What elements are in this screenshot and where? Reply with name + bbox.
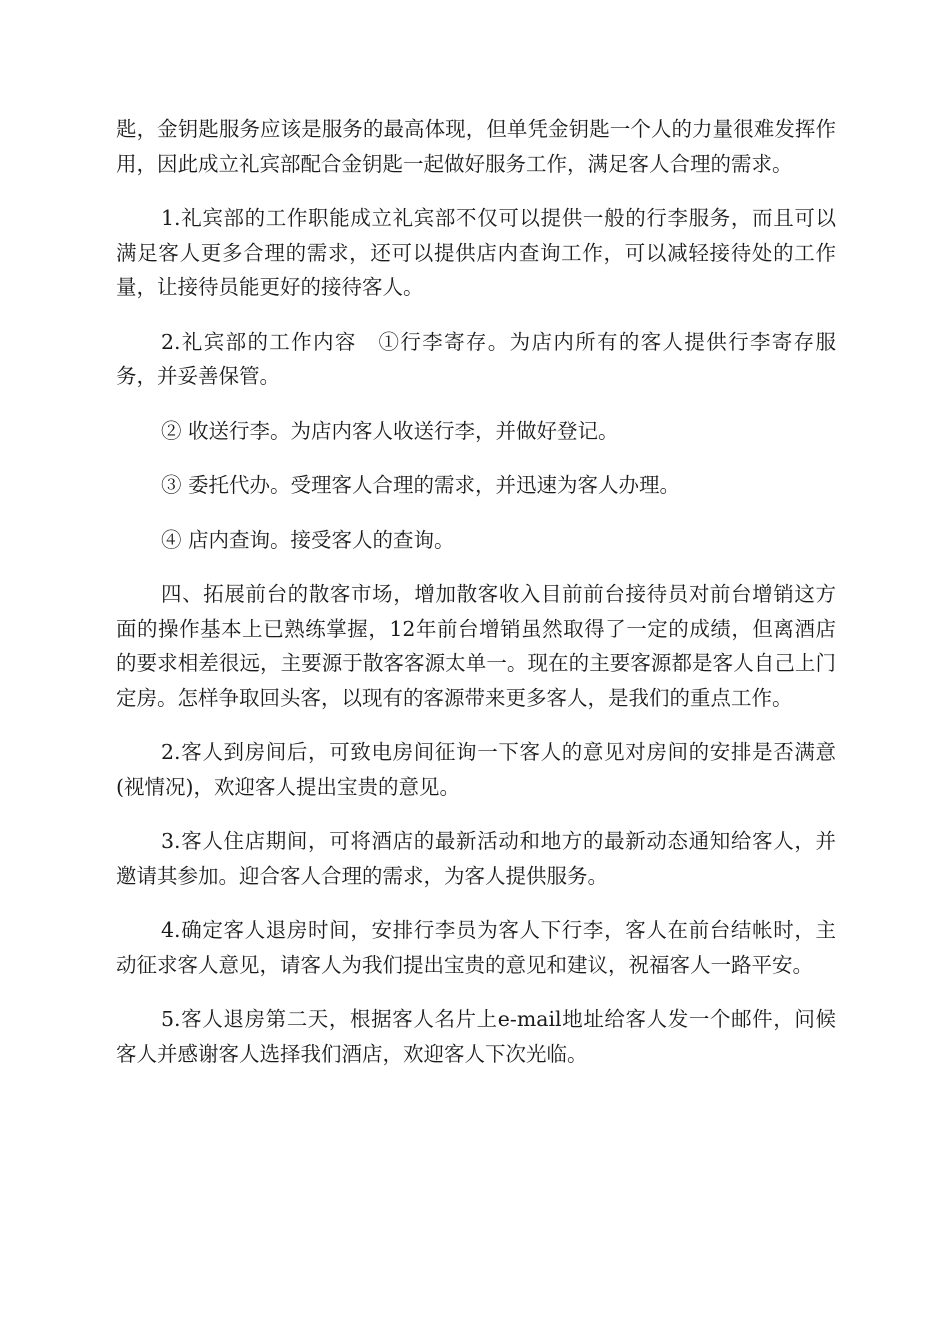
paragraph-9: 3.客人住店期间，可将酒店的最新活动和地方的最新动态通知给客人，并邀请其参加。迎合客人合理的需求，为客人提供服务。 [116,829,836,888]
paragraph-8: 2.客人到房间后，可致电房间征询一下客人的意见对房间的安排是否满意(视情况)，欢迎客人提出宝贵的意见。 [116,740,836,799]
paragraph-3: 2.礼宾部的工作内容 ①行李寄存。为店内所有的客人提供行李寄存服务，并妥善保管。 [116,329,836,388]
paragraph-6: ④ 店内查询。接受客人的查询。 [161,527,455,552]
paragraph-1: 匙，金钥匙服务应该是服务的最高体现，但单凭金钥匙一个人的力量很难发挥作用，因此成立礼宾部配合金钥匙一起做好服务工作，满足客人合理的需求。 [116,117,836,176]
paragraph-4: ② 收送行李。为店内客人收送行李，并做好登记。 [161,418,619,443]
paragraph-7: 四、拓展前台的散客市场，增加散客收入目前前台接待员对前台增销这方面的操作基本上已熟练掌握，12年前台增销虽然取得了一定的成绩，但离酒店的要求相差很远，主要源于散客客源太单一。现在的主要客源都是客人自己上门定房。怎样争取回头客，以现有的客源带来更多客人，是我们的重点工作。 [116,582,836,710]
paragraph-5: ③ 委托代办。受理客人合理的需求，并迅速为客人办理。 [161,473,681,497]
paragraph-10: 4.确定客人退房时间，安排行李员为客人下行李，客人在前台结帐时，主动征求客人意见，请客人为我们提出宝贵的意见和建议，祝福客人一路平安。 [116,918,836,977]
paragraph-11: 5.客人退房第二天，根据客人名片上e-mail地址给客人发一个邮件，问候客人并感谢客人选择我们酒店，欢迎客人下次光临。 [116,1007,836,1066]
document-body [116,112,836,1091]
paragraph-2: 1.礼宾部的工作职能成立礼宾部不仅可以提供一般的行李服务，而且可以满足客人更多合理的需求，还可以提供店内查询工作，可以减轻接待处的工作量，让接待员能更好的接待客人。 [116,206,836,299]
